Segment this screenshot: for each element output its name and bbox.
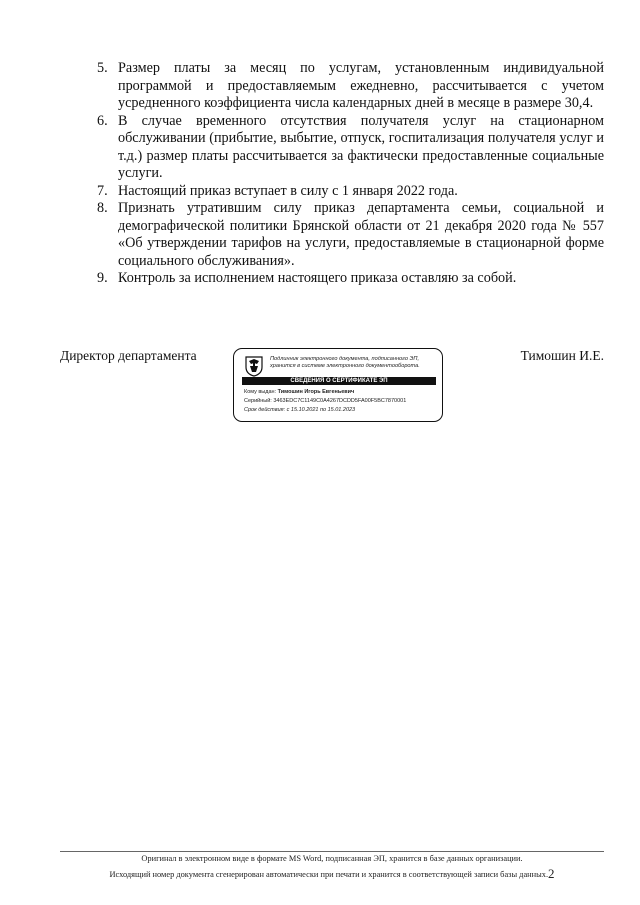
footer-divider [60,851,604,852]
stamp-header-line: Подлинник электронного документа, подписанного ЭП, [270,356,420,362]
validity-value: с 15.10.2021 по 15.01.2023 [286,407,356,413]
item-number: 5. [97,60,108,76]
footer-note-text: Исходящий номер документа сгенерирован автоматически при печати и хранится в соответствующей записи базы данных. [109,870,549,879]
item-number: 8. [97,200,108,216]
serial-value: 3463EDC7C1149C0A4267DCDD5FA00F5BC7870001 [273,398,407,404]
item-text: Признать утратившим силу приказ департамента семьи, социальной и демографической политики Брянской области от 21 декабря 2020 года № 557 «Об утверждении тарифов на услуги, предоставляемые в стационарной форме социального обслуживания». [118,200,604,269]
item-text: Контроль за исполнением настоящего приказа оставляю за собой. [118,270,517,286]
stamp-serial [244,398,406,405]
issued-to-label: Кому выдан: [244,389,277,395]
stamp-issued-to [244,389,354,396]
signer-name: Тимошин И.Е. [520,348,604,363]
list-item [92,60,604,113]
list-item [92,183,604,201]
coat-of-arms-icon [244,355,264,377]
list-item [92,113,604,183]
item-text: Настоящий приказ вступает в силу с 1 января 2022 года. [118,182,458,199]
stamp-header [270,356,440,370]
item-text: Размер платы за месяц по услугам, установленным индивидуальной программой и предоставляемым ежедневно, рассчитывается с учетом усредненного коэффициента числа календарных дней в месяце в размере 30,4. [118,60,604,111]
item-text: В случае временного отсутствия получателя услуг на стационарном обслуживании (прибытие, выбытие, отпуск, госпитализация получателя услуг и т.д.) размер платы рассчитывается за фактически предоставленные социальные услуги. [118,112,604,181]
stamp-certificate-title: СВЕДЕНИЯ О СЕРТИФИКАТЕ ЭП [242,377,436,385]
issued-to-value: Тимошин Игорь Евгеньевич [277,389,355,395]
validity-label: Срок действия: [244,407,286,413]
stamp-header-line: хранится в системе электронного документооборота. [270,363,420,369]
signature-block [60,348,604,428]
item-number: 7. [97,182,108,199]
electronic-signature-stamp [233,348,443,422]
signer-position: Директор департамента [60,348,197,363]
footer-note-original: Оригинал в электронном виде в формате MS Word, подписанная ЭП, хранится в базе данных организации. [141,854,523,863]
order-items-list [92,60,604,288]
page-number: 2 [548,866,555,881]
stamp-validity [244,407,355,414]
serial-label: Серийный: [244,398,272,404]
footer-note-number [60,866,604,882]
list-item [92,200,604,270]
list-item [92,270,604,288]
item-number: 9. [97,270,108,286]
item-number: 6. [97,112,108,129]
